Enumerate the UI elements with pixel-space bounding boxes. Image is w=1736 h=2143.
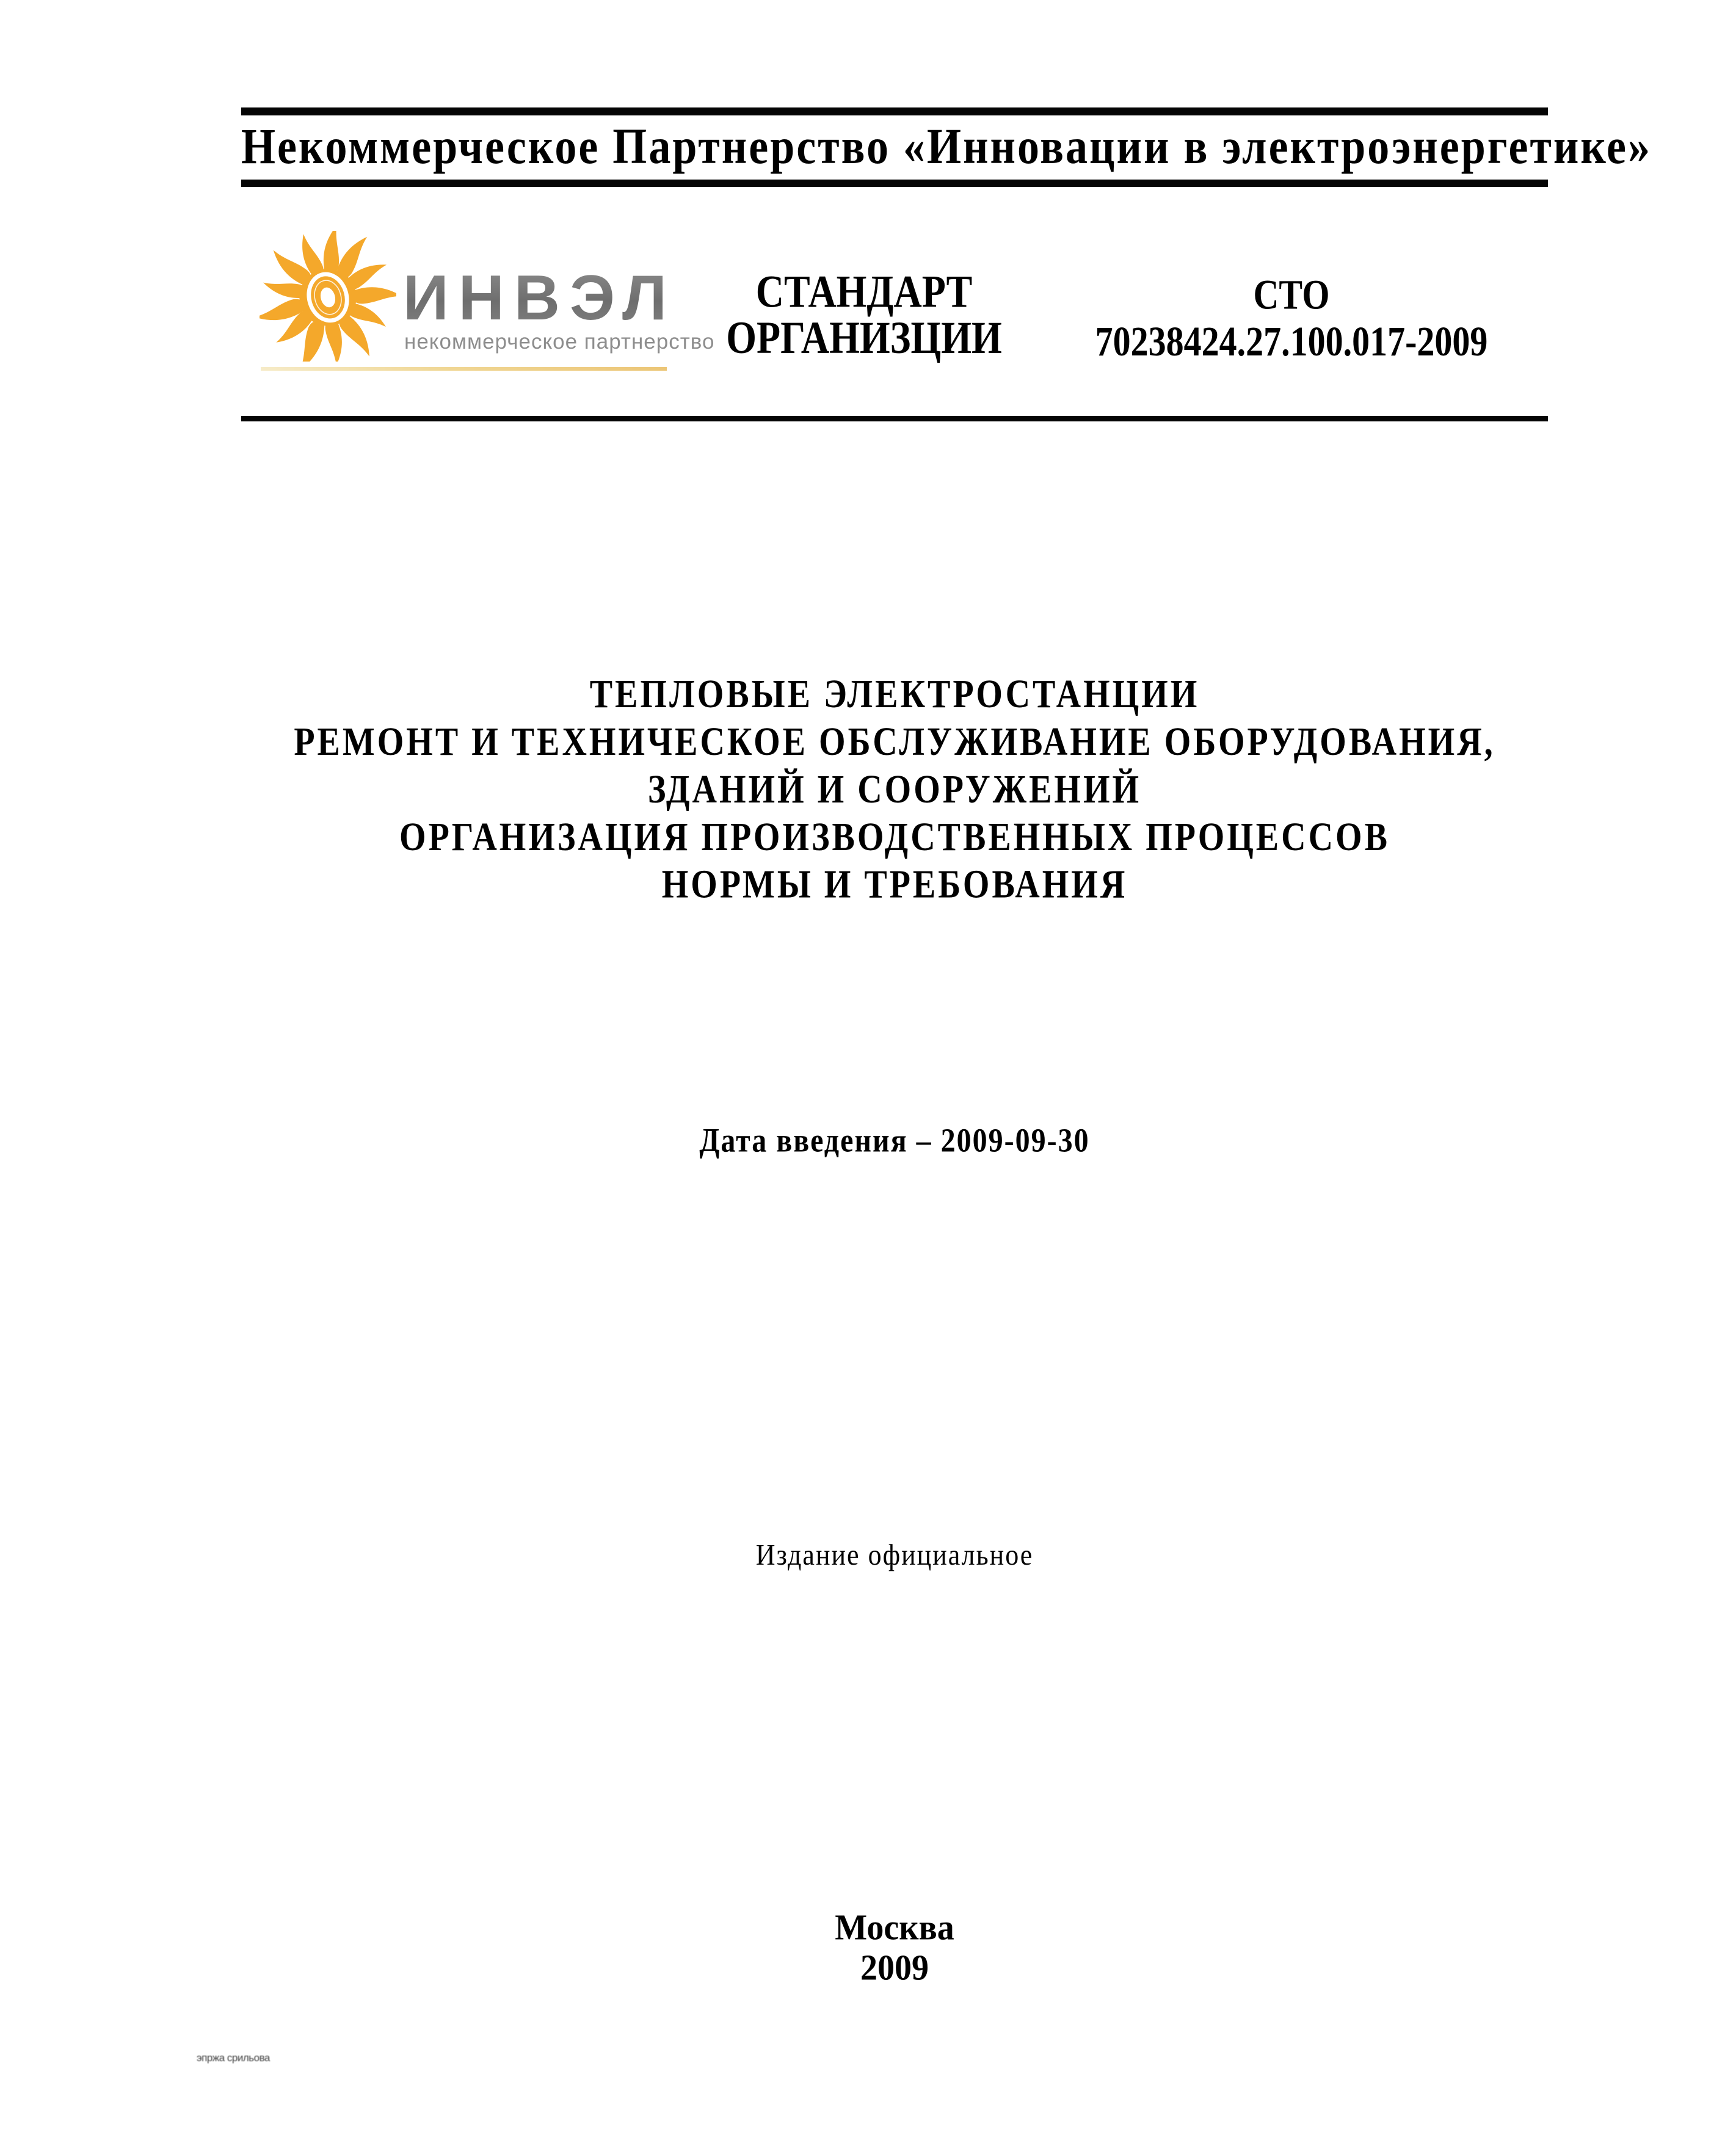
logo-subtitle: некоммерческое партнерство: [404, 330, 715, 354]
header-bottom-rule: [241, 416, 1548, 421]
doc-type-line1: СТАНДАРТ: [755, 266, 973, 318]
doc-number-line2: 70238424.27.100.017-2009: [1095, 318, 1488, 365]
title-line: ТЕПЛОВЫЕ ЭЛЕКТРОСТАНЦИИ: [589, 672, 1200, 717]
doc-number-line1: СТО: [1253, 271, 1330, 318]
logo-wordmark: ИНВЭЛ: [403, 263, 677, 333]
logo-underline: [261, 367, 667, 371]
org-banner: Некоммерческое Партнерство «Инновации в электроэнергетике»: [241, 118, 1652, 175]
imprint-city: Москва: [835, 1908, 954, 1948]
invel-logo: [260, 231, 396, 365]
document-title: [241, 671, 1548, 908]
edition-note: Издание официальное: [755, 1538, 1034, 1571]
illegible-fine-print: эпржа срильова: [197, 2052, 270, 2064]
imprint: [241, 1908, 1548, 1988]
top-rule: [241, 107, 1548, 115]
imprint-year: 2009: [860, 1948, 929, 1988]
sun-icon: [260, 231, 396, 362]
title-line: РЕМОНТ И ТЕХНИЧЕСКОЕ ОБСЛУЖИВАНИЕ ОБОРУДОВАНИЯ,: [294, 719, 1495, 765]
doc-type-heading: [702, 266, 1026, 363]
doc-type-line2: ОРГАНИЗЦИИ: [726, 311, 1002, 363]
banner-bottom-rule: [241, 180, 1548, 187]
title-line: ЗДАНИЙ И СООРУЖЕНИЙ: [647, 767, 1142, 812]
title-line: НОРМЫ И ТРЕБОВАНИЯ: [661, 862, 1128, 908]
introduction-date: Дата введения – 2009-09-30: [699, 1122, 1090, 1160]
title-line: ОРГАНИЗАЦИЯ ПРОИЗВОДСТВЕННЫХ ПРОЦЕССОВ: [399, 815, 1390, 860]
doc-number-heading: [1075, 271, 1508, 365]
